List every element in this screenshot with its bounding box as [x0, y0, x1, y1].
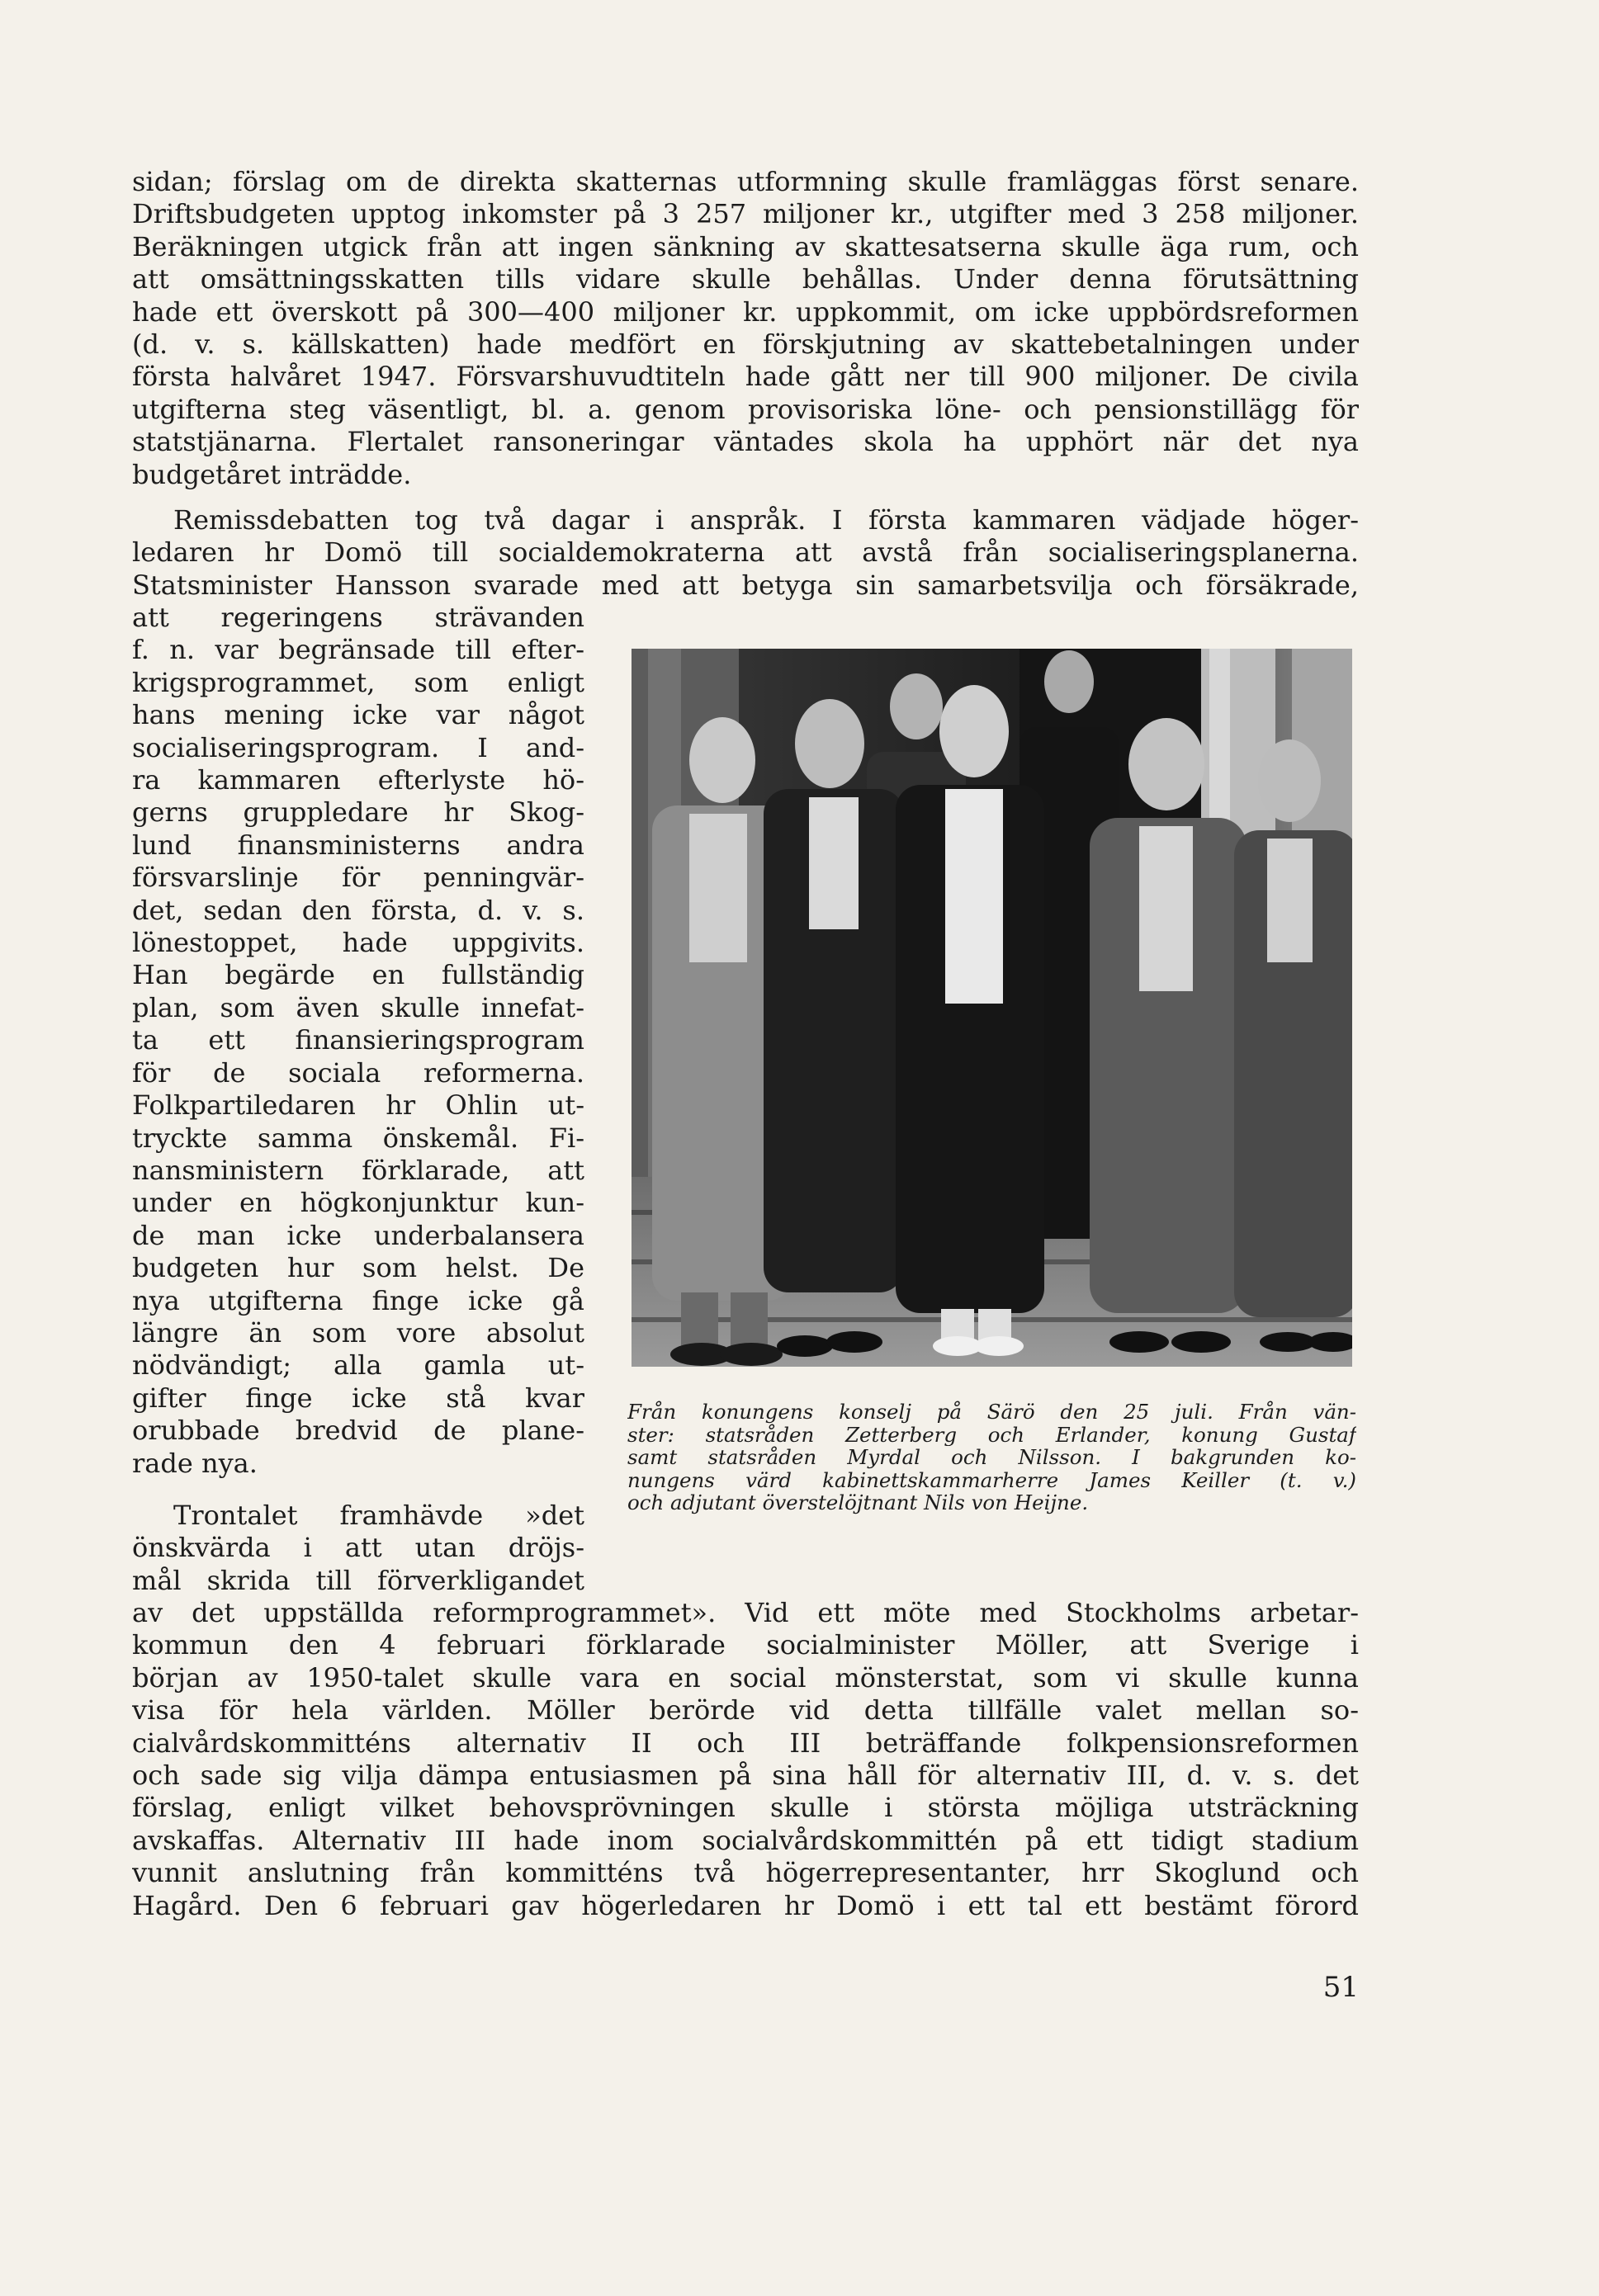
text-line: längre än som vore absolut [132, 1316, 584, 1349]
text-line: hans mening icke var något [132, 699, 584, 731]
text-line: det, sedan den första, d. v. s. [132, 894, 584, 926]
text-line: nödvändigt; alla gamla ut- [132, 1349, 584, 1382]
photo-caption [627, 1401, 1356, 1514]
text-line: Från konungens konselj på Särö den 25 juli. Från vän- [627, 1401, 1356, 1424]
paragraph-trontalet [132, 1597, 1359, 1922]
text-line: ta ett finansieringsprogram [132, 1024, 584, 1056]
text-line: första halvåret 1947. Försvarshuvudtiteln hade gått ner till 900 miljoner. De civila [132, 361, 1359, 393]
paragraph-remissdebatten-column [132, 602, 584, 1480]
paragraph-trontalet-column [132, 1500, 584, 1597]
text-line: budgeten hur som helst. De [132, 1252, 584, 1284]
text-line: mål skrida till förverkligandet [132, 1564, 584, 1596]
text-line: hade ett överskott på 300—400 miljoner kr. uppkommit, om icke uppbördsreformen [132, 295, 1359, 328]
text-line: nungens värd kabinettskammarherre James Keiller (t. v.) [627, 1468, 1356, 1492]
text-line: ra kammaren efterlyste hö- [132, 764, 584, 796]
text-line: kommun den 4 februari förklarade socialminister Möller, att Sverige i [132, 1629, 1359, 1661]
text-line: och adjutant överstelöjtnant Nils von Heijne. [627, 1491, 1089, 1514]
text-line: Remissdebatten tog två dagar i anspråk. I första kammaren vädjade höger- [173, 504, 1359, 536]
text-line: förslag, enligt vilket behovsprövningen skulle i största möjliga utsträckning [132, 1792, 1359, 1824]
text-line: Han begärde en fullständig [132, 959, 584, 991]
text-line: början av 1950-talet skulle vara en social mönsterstat, som vi skulle kunna [132, 1661, 1359, 1694]
text-line: för de sociala reformerna. [132, 1056, 584, 1089]
text-line: gifter finge icke stå kvar [132, 1382, 584, 1414]
text-line: visa för hela världen. Möller berörde vid detta tillfälle valet mellan so- [132, 1694, 1359, 1727]
text-line: de man icke underbalansera [132, 1219, 584, 1251]
text-line: orubbade bredvid de plane- [132, 1415, 584, 1447]
text-line: Folkpartiledaren hr Ohlin ut- [132, 1089, 584, 1122]
text-line: tryckte samma önskemål. Fi- [132, 1122, 584, 1154]
text-line: av det uppställda reformprogrammet». Vid ett möte med Stockholms arbetar- [132, 1597, 1359, 1628]
text-line: Statsminister Hansson svarade med att betyga sin samarbetsvilja och försäkrade, [132, 569, 1359, 601]
text-line: nya utgifterna finge icke gå [132, 1284, 584, 1316]
text-line: ledaren hr Domö till socialdemokraterna att avstå från socialiseringsplanerna. [132, 536, 1359, 569]
group-photograph [632, 649, 1352, 1367]
text-line: Trontalet framhävde »det [173, 1500, 584, 1531]
paragraph-remissdebatten [132, 504, 1359, 602]
text-line: att regeringens strävanden [132, 602, 584, 633]
text-line: f. n. var begränsade till efter- [132, 634, 584, 666]
text-line: avskaffas. Alternativ III hade inom socialvårdskommittén på ett tidigt stadium [132, 1824, 1359, 1856]
paragraph-budget [132, 166, 1359, 491]
text-line: krigsprogrammet, som enligt [132, 666, 584, 698]
text-line: budgetåret inträdde. [132, 458, 412, 490]
text-line: gerns gruppledare hr Skog- [132, 796, 584, 829]
text-line: att omsättningsskatten tills vidare skulle behållas. Under denna förutsättning [132, 263, 1359, 295]
text-line: samt statsråden Myrdal och Nilsson. I bakgrunden ko- [627, 1446, 1356, 1469]
text-line: vunnit anslutning från kommitténs två högerrepresentanter, hrr Skoglund och [132, 1857, 1359, 1889]
text-line: (d. v. s. källskatten) hade medfört en förskjutning av skattebetalningen under [132, 328, 1359, 361]
text-line: Driftsbudgeten upptog inkomster på 3 257 miljoner kr., utgifter med 3 258 miljoner. [132, 198, 1359, 230]
text-line: cialvårdskommitténs alternativ II och III beträffande folkpensionsreformen [132, 1727, 1359, 1759]
text-line: under en högkonjunktur kun- [132, 1187, 584, 1219]
text-line: försvarslinje för penningvär- [132, 862, 584, 894]
text-line: socialiseringsprogram. I and- [132, 731, 584, 763]
text-line: sidan; förslag om de direkta skatternas utformning skulle framläggas först senare. [132, 166, 1359, 197]
text-line: Beräkningen utgick från att ingen sänkning av skattesatserna skulle äga rum, och [132, 230, 1359, 262]
text-line: Hagård. Den 6 februari gav högerledaren hr Domö i ett tal ett bestämt förord [132, 1889, 1359, 1921]
text-line: statstjänarna. Flertalet ransoneringar väntades skola ha upphört när det nya [132, 426, 1359, 458]
text-line: önskvärda i att utan dröjs- [132, 1532, 584, 1564]
text-line: nansministern förklarade, att [132, 1154, 584, 1186]
text-line: rade nya. [132, 1447, 258, 1479]
text-line: och sade sig vilja dämpa entusiasmen på sina håll för alternativ III, d. v. s. det [132, 1760, 1359, 1792]
page-number: 51 [1322, 1971, 1359, 2004]
text-line: lund finansministerns andra [132, 829, 584, 861]
text-line: utgifterna steg väsentligt, bl. a. genom provisoriska löne- och pensionstillägg för [132, 393, 1359, 425]
text-line: lönestoppet, hade uppgivits. [132, 927, 584, 959]
text-line: plan, som även skulle innefat- [132, 991, 584, 1023]
text-line: ster: statsråden Zetterberg och Erlander, konung Gustaf [627, 1423, 1356, 1447]
